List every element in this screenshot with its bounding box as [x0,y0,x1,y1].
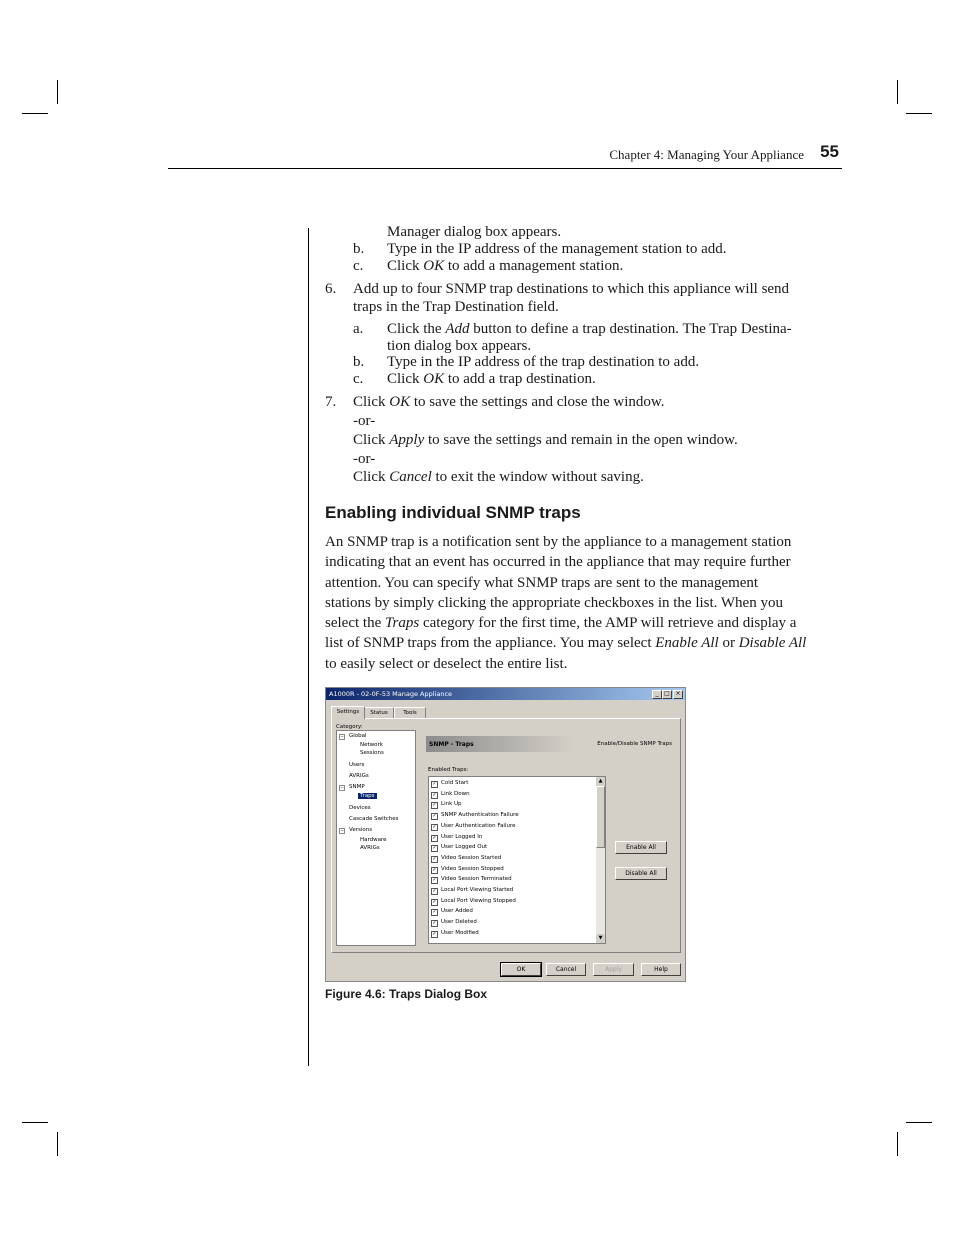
trap-checkbox-item[interactable] [431,842,487,852]
step-text: Click the Add button to define a trap destination. The Trap Destina- [387,321,792,337]
crop-mark [22,113,48,114]
trap-checkbox-item[interactable] [431,874,512,884]
trap-label: Video Session Started [441,854,502,861]
trap-checkbox-item[interactable] [431,928,479,938]
traps-list[interactable] [428,776,606,944]
trap-checkbox-item[interactable] [431,832,482,842]
checkbox-checked-icon[interactable]: ✓ [432,813,437,820]
checkbox-checked-icon[interactable]: ✓ [432,930,437,937]
step-text: Type in the IP address of the trap destination to add. [387,354,700,370]
tab-status[interactable]: Status [364,707,394,719]
checkbox-checked-icon[interactable]: ✓ [432,866,437,873]
trap-checkbox-item[interactable] [431,778,468,788]
step-marker: 7. [325,394,337,410]
panel-subtitle: Enable/Disable SNMP Traps [597,741,672,747]
category-tree[interactable] [336,730,416,946]
page-number: 55 [820,142,839,161]
trap-checkbox-item[interactable] [431,799,462,809]
trap-label: User Deleted [441,919,477,926]
tree-item-hardware[interactable]: Hardware [360,837,387,843]
expander-icon[interactable]: − [340,828,344,833]
dialog-titlebar [326,688,685,700]
scroll-down-icon[interactable]: ▼ [596,934,605,943]
tree-item-network[interactable]: Network [360,742,383,748]
step-text: Click Cancel to exit the window without saving. [353,469,644,485]
tree-item-cascade-switches[interactable]: Cascade Switches [349,816,399,822]
scroll-up-icon[interactable]: ▲ [596,777,605,786]
checkbox-checked-icon[interactable]: ✓ [432,909,437,916]
checkbox-checked-icon[interactable]: ✓ [432,920,437,927]
expander-icon[interactable]: − [340,734,344,739]
step-text: Click Apply to save the settings and remain in the open window. [353,432,738,448]
checkbox-checked-icon[interactable]: ✓ [432,802,437,809]
trap-label: Video Session Stopped [441,865,504,872]
tree-item-traps[interactable]: Traps [360,793,375,799]
trap-label: Local Port Viewing Stopped [441,897,516,904]
step-text: Add up to four SNMP trap destinations to which this appliance will send [353,281,790,297]
checkbox-checked-icon[interactable]: ✓ [432,781,437,787]
step-marker: c. [353,258,364,274]
step-marker: c. [353,371,364,387]
trap-label: User Authentication Failure [441,822,516,829]
crop-mark [897,1132,898,1156]
crop-mark [906,1122,932,1123]
running-header [168,144,842,169]
trap-checkbox-item[interactable] [431,917,477,927]
paragraph-line: An SNMP trap is a notification sent by the appliance to a management station [325,534,792,550]
trap-label: User Modified [441,929,479,936]
chapter-title: Chapter 4: Managing Your Appliance [609,147,804,162]
step-text: traps in the Trap Destination field. [353,299,559,315]
tree-item-users[interactable]: Users [349,762,365,768]
trap-checkbox-item[interactable] [431,810,519,820]
panel-header [426,736,676,752]
crop-mark [57,1132,58,1156]
step-marker: b. [353,241,365,257]
trap-label: User Logged Out [441,844,488,851]
checkbox-checked-icon[interactable]: ✓ [432,898,437,905]
trap-checkbox-item[interactable] [431,896,516,906]
panel-title: SNMP - Traps [429,741,474,748]
checkbox-checked-icon[interactable]: ✓ [432,834,437,841]
paragraph-line: to easily select or deselect the entire list. [325,655,568,672]
paragraph-line: stations by simply clicking the appropriate checkboxes in the list. When you [325,594,783,611]
paragraph-line: indicating that an event has occurred in the appliance that may require further [325,554,791,571]
step-text: tion dialog box appears. [387,338,532,354]
list-scrollbar[interactable] [596,777,605,943]
margin-rule [308,228,309,1066]
scroll-thumb[interactable] [596,786,605,848]
or-separator: -or- [353,413,376,429]
trap-checkbox-item[interactable] [431,906,473,916]
trap-label: User Logged In [441,833,483,840]
checkbox-checked-icon[interactable]: ✓ [432,823,437,830]
help-button[interactable]: Help [641,963,681,976]
step-text: Click OK to add a management station. [387,258,624,274]
section-heading: Enabling individual SNMP traps [325,503,581,522]
trap-label: Link Up [441,801,462,808]
tree-item-versions[interactable]: Versions [349,827,373,833]
expander-icon[interactable]: − [340,785,344,790]
tree-item-devices[interactable]: Devices [349,805,371,811]
checkbox-checked-icon[interactable]: ✓ [432,845,437,852]
tree-item-global[interactable]: Global [349,733,367,739]
crop-mark [906,113,932,114]
apply-button[interactable]: Apply [593,963,634,976]
enable-all-button[interactable]: Enable All [615,841,667,854]
trap-checkbox-item[interactable] [431,864,504,874]
tree-item-avrigs-version[interactable]: AVRIGs [360,845,380,851]
trap-checkbox-item[interactable] [431,885,513,895]
category-label: Category: [336,724,363,730]
or-separator: -or- [353,451,376,467]
trap-label: Local Port Viewing Started [441,887,514,893]
traps-dialog-screenshot [325,687,686,982]
crop-mark [897,80,898,104]
trap-checkbox-item[interactable] [431,821,516,831]
tree-item-sessions[interactable]: Sessions [360,750,384,756]
cancel-button[interactable]: Cancel [546,963,586,976]
step-marker: b. [353,354,365,370]
trap-label: Cold Start [441,780,469,786]
step-text: Type in the IP address of the management station to add. [387,241,727,257]
dialog-title: A1000R - 02-0F-53 Manage Appliance [329,690,453,698]
tree-item-snmp[interactable]: SNMP [349,784,365,790]
body-paragraph [325,532,845,674]
tab-settings[interactable]: Settings [331,706,365,719]
disable-all-button[interactable]: Disable All [615,867,667,880]
step-text: Click OK to add a trap destination. [387,371,596,387]
step-text: Click OK to save the settings and close the window. [353,394,665,410]
tree-item-avrigs[interactable]: AVRIGs [349,773,369,779]
tab-tools[interactable]: Tools [394,707,426,719]
ok-button[interactable]: OK [501,963,541,976]
minimize-icon[interactable]: _ [652,690,662,699]
paragraph-line: select the Traps category for the first time, the AMP will retrieve and display a [325,615,797,632]
trap-label: Video Session Terminated [441,876,512,883]
step-continuation: Manager dialog box appears. [387,224,562,240]
paragraph-line: attention. You can specify what SNMP traps are sent to the management [325,574,759,591]
checkbox-checked-icon[interactable]: ✓ [432,855,437,862]
enabled-traps-label: Enabled Traps: [428,767,469,773]
checkbox-checked-icon[interactable]: ✓ [432,791,437,798]
checkbox-checked-icon[interactable]: ✓ [432,888,437,894]
checkbox-checked-icon[interactable]: ✓ [432,877,437,884]
close-icon[interactable]: × [673,690,683,699]
trap-checkbox-item[interactable] [431,789,470,799]
trap-checkbox-item[interactable] [431,853,501,863]
crop-mark [57,80,58,104]
step-marker: a. [353,321,364,337]
paragraph-line: list of SNMP traps from the appliance. You may select Enable All or Disable All [325,635,807,652]
figure-caption: Figure 4.6: Traps Dialog Box [325,987,488,1001]
trap-label: Link Down [441,790,470,797]
step-marker: 6. [325,281,337,297]
maximize-icon[interactable]: □ [662,690,672,699]
crop-mark [22,1122,48,1123]
trap-label: SNMP Authentication Failure [441,812,519,819]
trap-label: User Added [441,908,473,915]
